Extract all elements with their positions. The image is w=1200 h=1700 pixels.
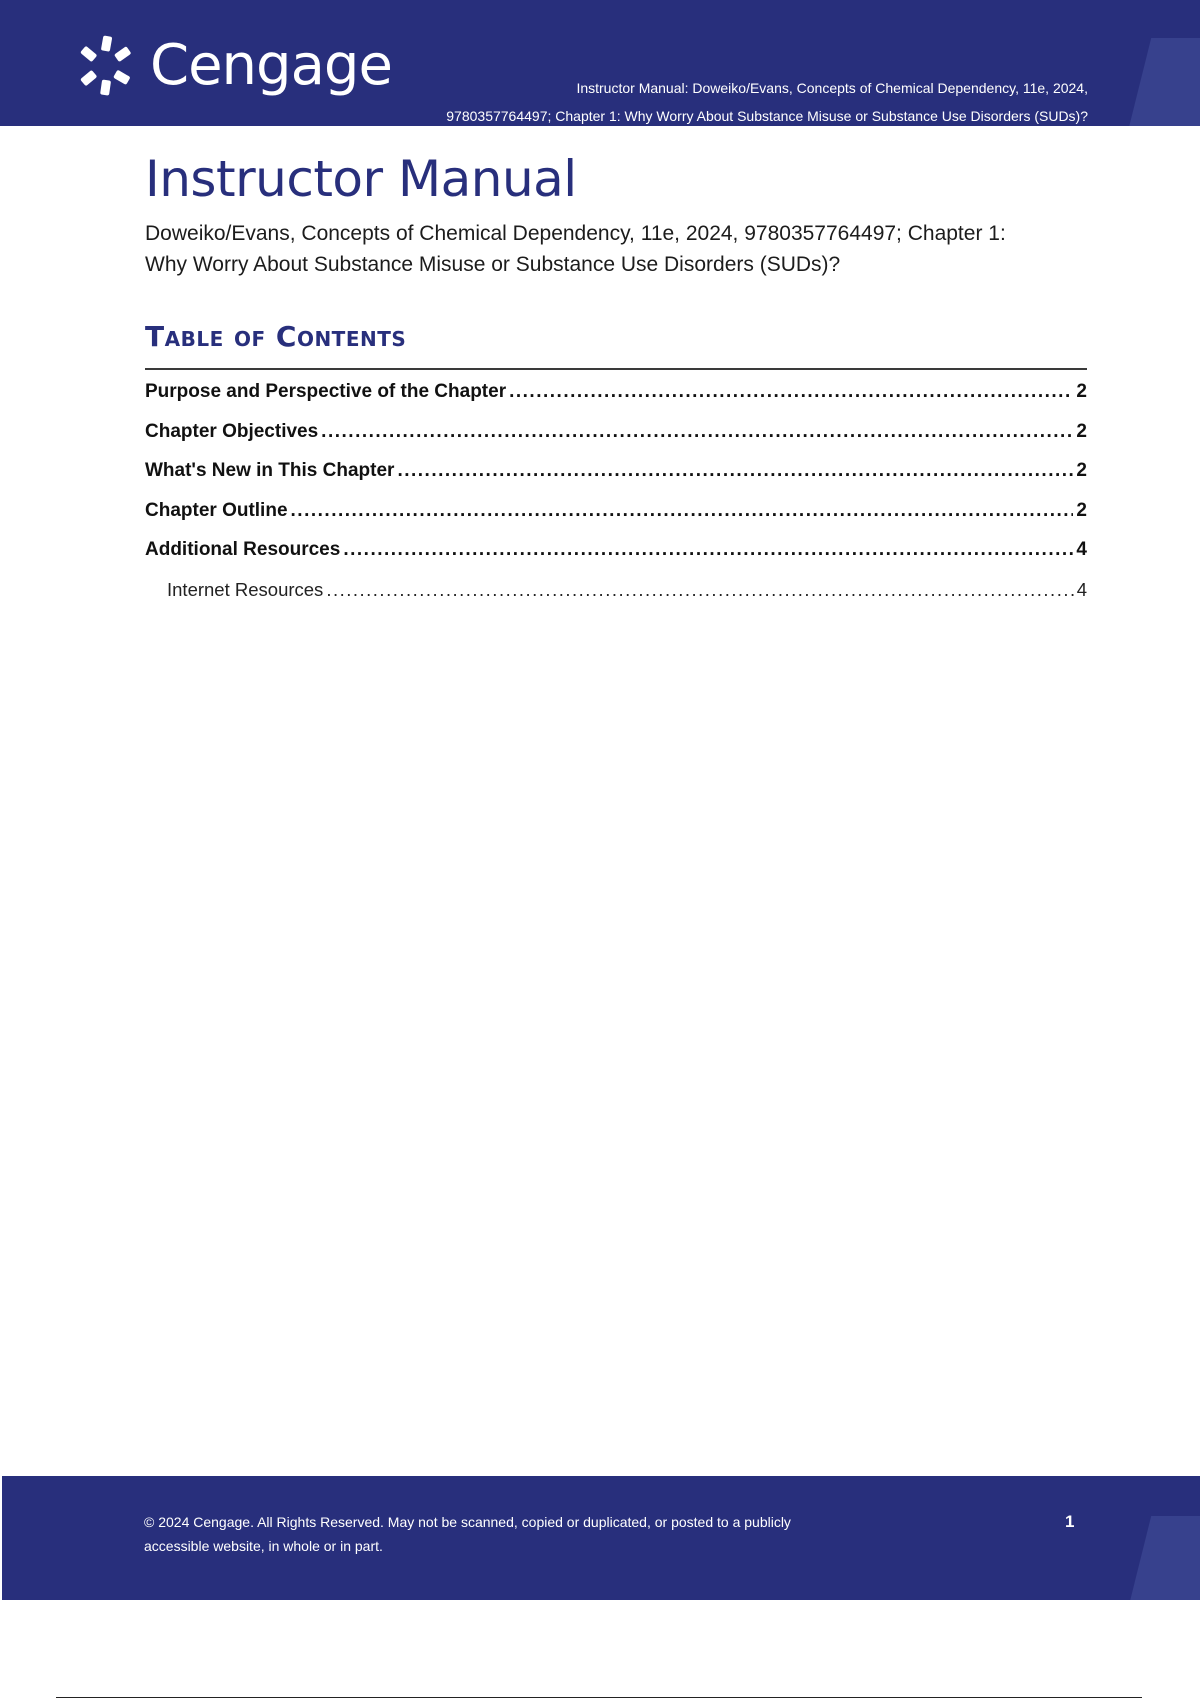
copyright-line-2: accessible website, in whole or in part.: [144, 1538, 383, 1554]
toc-entry-page: 2: [1076, 499, 1087, 521]
page-number: 1: [1065, 1512, 1075, 1531]
subtitle-line-1: Doweiko/Evans, Concepts of Chemical Dependency, 11e, 2024, 9780357764497; Chapter 1:: [145, 222, 1006, 245]
toc-entry-label: Chapter Objectives: [145, 420, 319, 442]
toc-leader-dots: [343, 539, 1073, 561]
cengage-burst-icon: [74, 34, 138, 98]
toc-entry-label: Chapter Outline: [145, 499, 288, 521]
toc-entry-page: 2: [1076, 381, 1087, 402]
toc-entry-whats-new[interactable]: [145, 460, 1087, 500]
toc-entry-page: 4: [1076, 578, 1087, 600]
toc-heading: Table of Contents: [145, 320, 407, 353]
toc-entry-purpose[interactable]: [145, 381, 1087, 421]
toc-entry-internet-resources[interactable]: [145, 579, 1087, 619]
toc-entry-page: 4: [1076, 539, 1087, 560]
toc-entry-page: 2: [1076, 420, 1087, 442]
toc-entry-label: Additional Resources: [145, 539, 341, 560]
toc-entry-label: Purpose and Perspective of the Chapter: [145, 381, 507, 402]
toc-entry-objectives[interactable]: [145, 421, 1087, 461]
toc-entry-label: What's New in This Chapter: [145, 460, 395, 481]
corner-decoration: [1129, 38, 1200, 126]
toc-entry-page: 2: [1076, 460, 1087, 481]
running-header-line-1: Instructor Manual: Doweiko/Evans, Concepts of Chemical Dependency, 11e, 2024,: [576, 80, 1088, 96]
toc-entry-outline[interactable]: [145, 500, 1087, 540]
page-footer: [2, 1476, 1200, 1600]
running-header: [308, 74, 1088, 126]
running-header-line-2: 9780357764497; Chapter 1: Why Worry About Substance Misuse or Substance Use Disorders (SUDs)?: [446, 108, 1088, 124]
copyright-notice: [144, 1510, 864, 1558]
toc-leader-dots: [321, 421, 1073, 443]
bottom-divider: [56, 1697, 1142, 1698]
toc-entry-label: Internet Resources: [167, 578, 324, 600]
copyright-line-1: © 2024 Cengage. All Rights Reserved. May not be scanned, copied or duplicated, or posted to a publicly: [144, 1514, 791, 1530]
toc-leader-dots: [397, 460, 1073, 482]
corner-decoration: [1129, 1516, 1200, 1600]
page-header: [0, 0, 1200, 126]
document-subtitle: [145, 218, 1075, 280]
toc-leader-dots: [291, 500, 1074, 522]
brand-name: Cengage: [150, 33, 392, 98]
toc-leader-dots: [509, 381, 1073, 403]
document-title: Instructor Manual: [145, 150, 577, 208]
toc-entry-additional-resources[interactable]: [145, 539, 1087, 579]
toc-leader-dots: [326, 579, 1073, 601]
toc-divider: [145, 368, 1087, 370]
table-of-contents: [145, 381, 1087, 618]
subtitle-line-2: Why Worry About Substance Misuse or Substance Use Disorders (SUDs)?: [145, 253, 841, 276]
